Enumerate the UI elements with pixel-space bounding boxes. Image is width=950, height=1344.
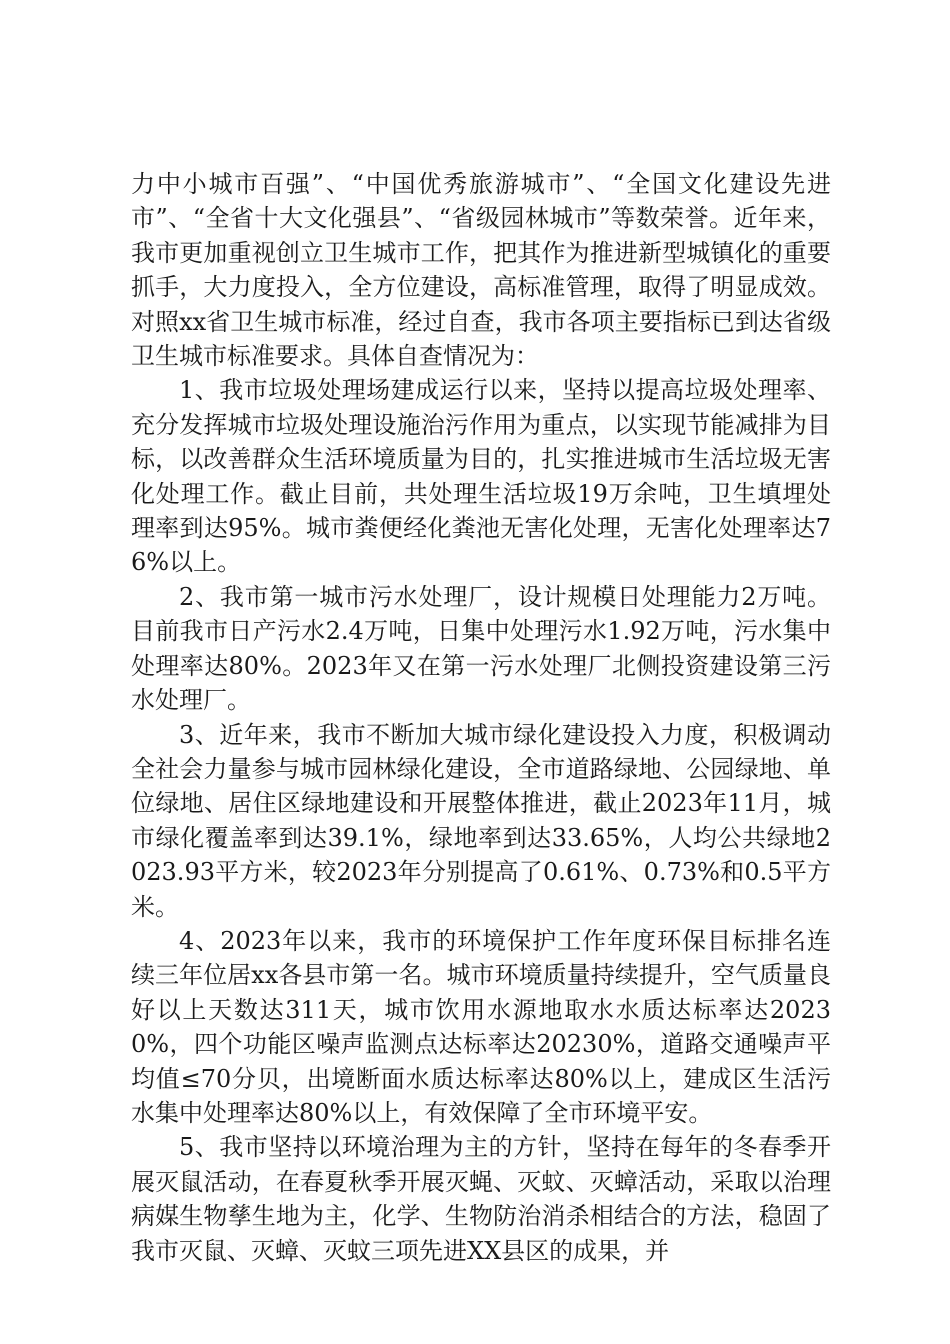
paragraph-intro: 力中小城市百强”、“中国优秀旅游城市”、“全国文化建设先进市”、“全省十大文化强县”、“省级园林城市”等数荣誉。近年来，我市更加重视创立卫生城市工作，把其作为推进新型城镇化的重要抓手，大力度投入，全方位建设，高标准管理，取得了明显成效。对照xx省卫生城市标准，经过自查，我市各项主要指标已到达省级卫生城市标准要求。具体自查情况为： — [131, 170, 831, 371]
document-body — [131, 167, 831, 1268]
paragraph-garbage-treatment: 1、我市垃圾处理场建成运行以来，坚持以提高垃圾处理率、充分发挥城市垃圾处理设施治污作用为重点，以实现节能减排为目标，以改善群众生活环境质量为目的，扎实推进城市生活垃圾无害化处理工作。截止目前，共处理生活垃圾19万余吨，卫生填埋处理率到达95%。城市粪便经化粪池无害化处理，无害化处理率达76%以上。 — [131, 376, 831, 577]
paragraph-pest-control: 5、我市坚持以环境治理为主的方针，坚持在每年的冬春季开展灭鼠活动，在春夏秋季开展灭蝇、灭蚊、灭蟑活动，采取以治理病媒生物孳生地为主，化学、生物防治消杀相结合的方法，稳固了我市灭鼠、灭蟑、灭蚊三项先进XX县区的成果，并 — [131, 1133, 831, 1265]
paragraph-sewage-treatment: 2、我市第一城市污水处理厂，设计规模日处理能力2万吨。目前我市日产污水2.4万吨，日集中处理污水1.92万吨，污水集中处理率达80%。2023年又在第一污水处理厂北侧投资建设第三污水处理厂。 — [131, 582, 831, 715]
paragraph-environmental-protection: 4、2023年以来，我市的环境保护工作年度环保目标排名连续三年位居xx各县市第一名。城市环境质量持续提升，空气质量良好以上天数达311天，城市饮用水源地取水水质达标率达20230%，四个功能区噪声监测点达标率达20230%，道路交通噪声平均值≤70分贝，出境断面水质达标率达80%以上，建成区生活污水集中处理率达80%以上，有效保障了全市环境平安。 — [131, 926, 831, 1127]
paragraph-urban-greening: 3、近年来，我市不断加大城市绿化建设投入力度，积极调动全社会力量参与城市园林绿化建设，全市道路绿地、公园绿地、单位绿地、居住区绿地建设和开展整体推进，截止2023年11月，城市绿化覆盖率到达39.1%，绿地率到达33.65%，人均公共绿地2023.93平方米，较2023年分别提高了0.61%、0.73%和0.5平方米。 — [131, 720, 831, 921]
